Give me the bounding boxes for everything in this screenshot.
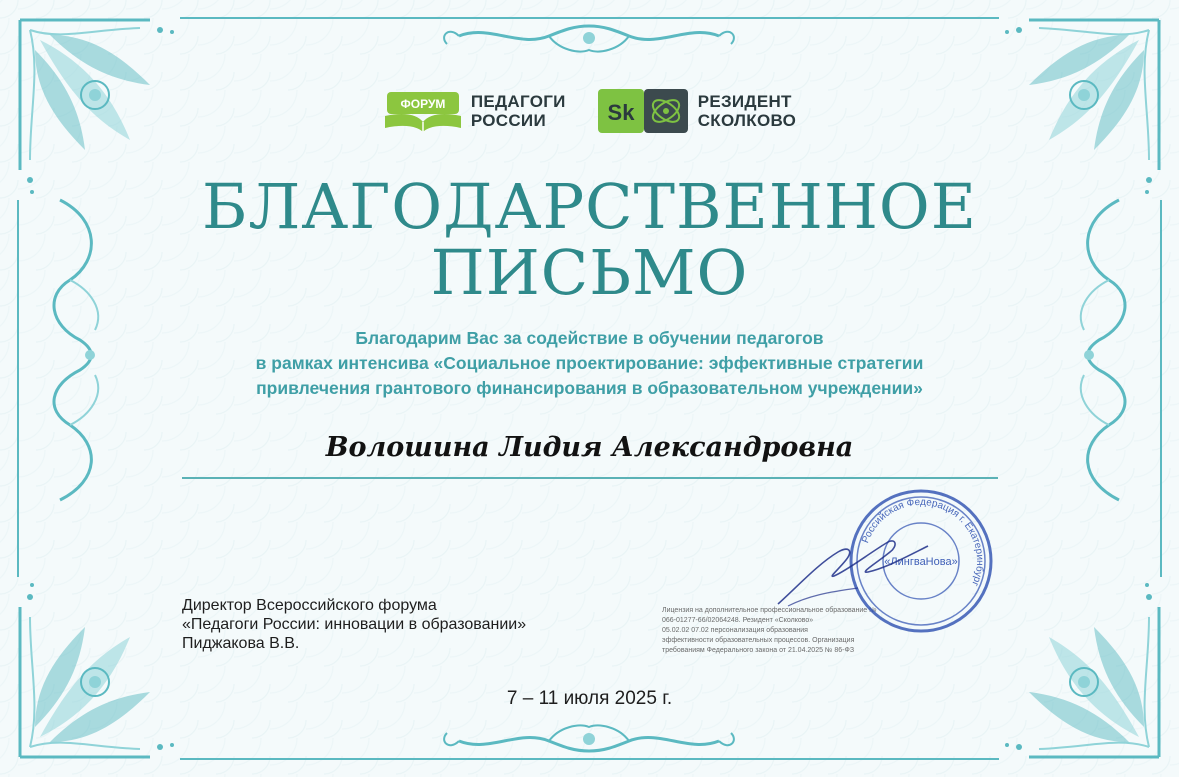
signature [768,516,938,616]
certificate-title-line2: ПИСЬМО [430,236,749,309]
seal-ring-text: Российская Федерация г. Екатеринбург [860,496,986,588]
gratitude-line: Благодарим Вас за содействие в обучении педагогов [355,328,824,348]
recipient-name: Волошина Лидия Александровна [325,432,854,463]
event-date: 7 – 11 июля 2025 г. [506,688,673,709]
skolkovo-name: РЕЗИДЕНТ СКОЛКОВО [697,92,797,130]
gratitude-line: в рамках интенсива «Социальное проектирование: эффективные стратегии [255,353,924,373]
gratitude-text [0,326,1179,401]
forum-title: «Педагоги России: инновации в образовании» [182,616,527,633]
license-line: Лицензия на дополнительное профессиональное образование № [662,607,877,614]
director-name: Пиджакова В.В. [182,635,300,652]
director-block [182,596,526,653]
name-underline [182,477,998,479]
svg-text:Sk: Sk [607,100,635,125]
license-line: 066-01277-66/02064248. Резидент «Сколково» [662,617,814,624]
skolkovo-icon [598,88,690,134]
partner-logos [0,88,1179,134]
license-line: требованиям Федерального закона от 21.04.2025 № 86-ФЗ [662,647,855,654]
forum-name: ПЕДАГОГИ РОССИИ [470,92,566,130]
license-line: 05.02.02 07.02 персонализация образования [662,627,808,634]
forum-logo [383,88,566,134]
seal-center-text: «ЛингваНова» [884,556,958,568]
certificate-title-line1: БЛАГОДАРСТВЕННОЕ [201,170,978,243]
skolkovo-logo [598,88,796,134]
license-line: эффективности образовательных процессов. Организация [662,637,855,644]
svg-text:ФОРУМ: ФОРУМ [400,97,446,111]
director-title: Директор Всероссийского форума [182,597,437,614]
gratitude-line: привлечения грантового финансирования в образовательном учреждении» [256,378,923,398]
open-book-icon [383,88,463,134]
